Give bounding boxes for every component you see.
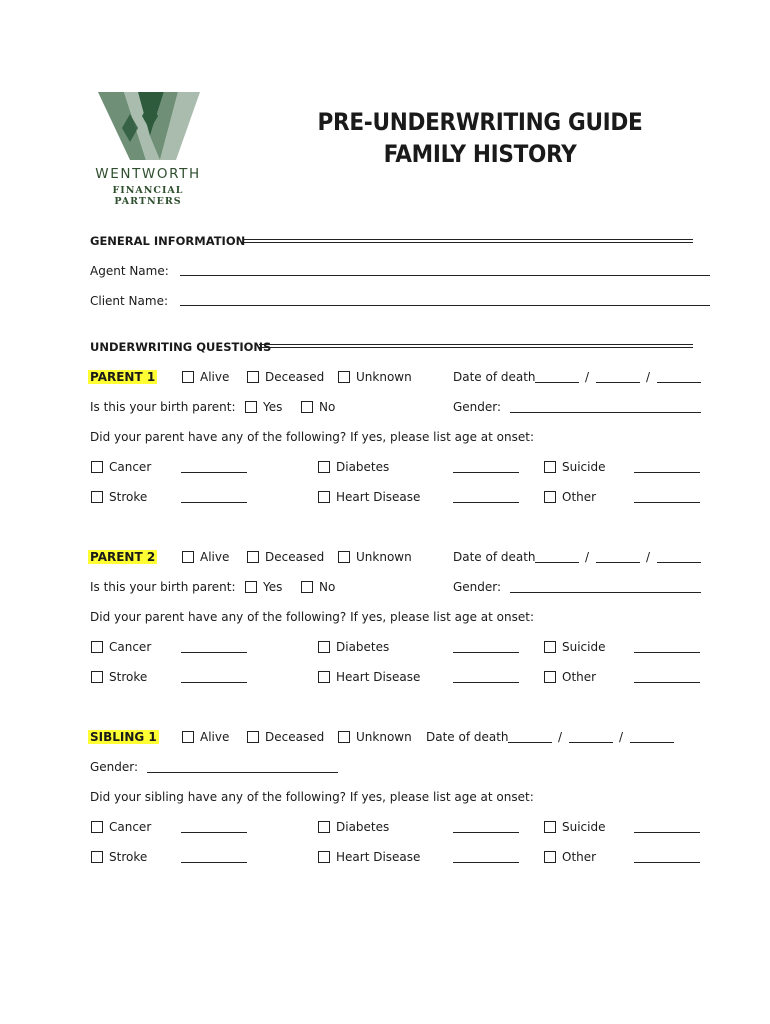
sibling1-alive-label: Alive bbox=[200, 730, 230, 744]
parent1-other-checkbox[interactable] bbox=[544, 491, 556, 503]
parent2-unknown-label: Unknown bbox=[356, 550, 412, 564]
parent2-diabetes-age-field[interactable] bbox=[453, 652, 519, 653]
sibling1-heading: SIBLING 1 bbox=[90, 730, 157, 744]
parent1-conditions-question: Did your parent have any of the following? If yes, please list age at onset: bbox=[90, 430, 534, 444]
sibling1-heart-disease-checkbox[interactable] bbox=[318, 851, 330, 863]
sibling1-suicide-age-field[interactable] bbox=[634, 832, 700, 833]
parent2-diabetes-label: Diabetes bbox=[336, 640, 390, 654]
parent1-no-label: No bbox=[319, 400, 336, 414]
parent2-heart-disease-checkbox[interactable] bbox=[318, 671, 330, 683]
client-name-label: Client Name: bbox=[90, 294, 168, 308]
agent-name-label: Agent Name: bbox=[90, 264, 169, 278]
general-heading-rule bbox=[243, 239, 693, 243]
parent2-birth-parent-label: Is this your birth parent: bbox=[90, 580, 236, 594]
agent-name-field[interactable] bbox=[180, 275, 710, 276]
sibling1-gender-field[interactable] bbox=[147, 772, 338, 773]
parent2-yes-checkbox[interactable] bbox=[245, 581, 257, 593]
parent2-heading: PARENT 2 bbox=[90, 550, 156, 564]
parent2-cancer-label: Cancer bbox=[109, 640, 152, 654]
parent2-gender-field[interactable] bbox=[510, 592, 701, 593]
parent2-other-label: Other bbox=[562, 670, 597, 684]
questions-heading-rule bbox=[259, 344, 693, 348]
parent2-gender-label: Gender: bbox=[453, 580, 502, 594]
parent2-unknown-checkbox[interactable] bbox=[338, 551, 350, 563]
sibling1-unknown-label: Unknown bbox=[356, 730, 412, 744]
parent1-stroke-label: Stroke bbox=[109, 490, 148, 504]
sibling1-conditions-question: Did your sibling have any of the following? If yes, please list age at onset: bbox=[90, 790, 534, 804]
sibling1-suicide-checkbox[interactable] bbox=[544, 821, 556, 833]
parent2-suicide-label: Suicide bbox=[562, 640, 606, 654]
sibling1-diabetes-age-field[interactable] bbox=[453, 832, 519, 833]
parent1-cancer-checkbox[interactable] bbox=[91, 461, 103, 473]
parent1-cancer-label: Cancer bbox=[109, 460, 152, 474]
sibling1-stroke-age-field[interactable] bbox=[181, 862, 247, 863]
sibling1-death-month-field[interactable] bbox=[508, 742, 552, 743]
parent1-unknown-checkbox[interactable] bbox=[338, 371, 350, 383]
parent2-deceased-label: Deceased bbox=[265, 550, 325, 564]
parent1-birth-parent-label: Is this your birth parent: bbox=[90, 400, 236, 414]
page-title-line2: FAMILY HISTORY bbox=[383, 140, 577, 168]
parent2-stroke-checkbox[interactable] bbox=[91, 671, 103, 683]
logo-w-mark-icon bbox=[80, 84, 216, 166]
company-logo bbox=[80, 84, 216, 207]
parent2-suicide-age-field[interactable] bbox=[634, 652, 700, 653]
parent2-cancer-age-field[interactable] bbox=[181, 652, 247, 653]
general-information-heading: GENERAL INFORMATION bbox=[90, 234, 246, 248]
parent1-date-of-death-label: Date of death bbox=[453, 370, 536, 384]
parent2-heart-disease-label: Heart Disease bbox=[336, 670, 421, 684]
date-separator: / bbox=[619, 730, 624, 744]
sibling1-death-year-field[interactable] bbox=[630, 742, 674, 743]
parent2-death-year-field[interactable] bbox=[657, 562, 701, 563]
date-separator: / bbox=[646, 550, 651, 564]
sibling1-other-checkbox[interactable] bbox=[544, 851, 556, 863]
parent2-deceased-checkbox[interactable] bbox=[247, 551, 259, 563]
sibling1-stroke-checkbox[interactable] bbox=[91, 851, 103, 863]
parent2-conditions-question: Did your parent have any of the following? If yes, please list age at onset: bbox=[90, 610, 534, 624]
parent1-death-year-field[interactable] bbox=[657, 382, 701, 383]
sibling1-alive-checkbox[interactable] bbox=[182, 731, 194, 743]
sibling1-deceased-checkbox[interactable] bbox=[247, 731, 259, 743]
date-separator: / bbox=[646, 370, 651, 384]
sibling1-other-age-field[interactable] bbox=[634, 862, 700, 863]
date-separator: / bbox=[585, 370, 590, 384]
parent1-heading: PARENT 1 bbox=[90, 370, 156, 384]
sibling1-heart-disease-age-field[interactable] bbox=[453, 862, 519, 863]
sibling1-date-of-death-label: Date of death bbox=[426, 730, 509, 744]
parent1-heart-disease-age-field[interactable] bbox=[453, 502, 519, 503]
parent2-cancer-checkbox[interactable] bbox=[91, 641, 103, 653]
parent2-death-day-field[interactable] bbox=[596, 562, 640, 563]
parent1-deceased-checkbox[interactable] bbox=[247, 371, 259, 383]
parent1-stroke-checkbox[interactable] bbox=[91, 491, 103, 503]
sibling1-cancer-age-field[interactable] bbox=[181, 832, 247, 833]
parent1-gender-label: Gender: bbox=[453, 400, 502, 414]
parent2-date-of-death-label: Date of death bbox=[453, 550, 536, 564]
parent2-stroke-age-field[interactable] bbox=[181, 682, 247, 683]
parent1-death-month-field[interactable] bbox=[535, 382, 579, 383]
parent1-unknown-label: Unknown bbox=[356, 370, 412, 384]
date-separator: / bbox=[558, 730, 563, 744]
parent2-diabetes-checkbox[interactable] bbox=[318, 641, 330, 653]
parent2-suicide-checkbox[interactable] bbox=[544, 641, 556, 653]
parent1-heart-disease-checkbox[interactable] bbox=[318, 491, 330, 503]
sibling1-cancer-label: Cancer bbox=[109, 820, 152, 834]
parent2-heart-disease-age-field[interactable] bbox=[453, 682, 519, 683]
sibling1-heart-disease-label: Heart Disease bbox=[336, 850, 421, 864]
parent1-deceased-label: Deceased bbox=[265, 370, 325, 384]
parent2-alive-checkbox[interactable] bbox=[182, 551, 194, 563]
sibling1-diabetes-checkbox[interactable] bbox=[318, 821, 330, 833]
parent1-diabetes-checkbox[interactable] bbox=[318, 461, 330, 473]
sibling1-stroke-label: Stroke bbox=[109, 850, 148, 864]
parent1-suicide-age-field[interactable] bbox=[634, 472, 700, 473]
sibling1-death-day-field[interactable] bbox=[569, 742, 613, 743]
parent1-suicide-checkbox[interactable] bbox=[544, 461, 556, 473]
logo-brand-text: WENTWORTH bbox=[95, 166, 201, 182]
page-title-line1: PRE-UNDERWRITING GUIDE bbox=[317, 108, 643, 136]
parent1-alive-checkbox[interactable] bbox=[182, 371, 194, 383]
parent2-alive-label: Alive bbox=[200, 550, 230, 564]
parent1-stroke-age-field[interactable] bbox=[181, 502, 247, 503]
parent2-death-month-field[interactable] bbox=[535, 562, 579, 563]
parent2-no-label: No bbox=[319, 580, 336, 594]
parent1-other-age-field[interactable] bbox=[634, 502, 700, 503]
date-separator: / bbox=[585, 550, 590, 564]
parent1-heart-disease-label: Heart Disease bbox=[336, 490, 421, 504]
parent2-other-checkbox[interactable] bbox=[544, 671, 556, 683]
parent1-suicide-label: Suicide bbox=[562, 460, 606, 474]
parent2-stroke-label: Stroke bbox=[109, 670, 148, 684]
logo-sub-text: FINANCIAL PARTNERS bbox=[112, 185, 184, 207]
client-name-field[interactable] bbox=[180, 305, 710, 306]
parent1-no-checkbox[interactable] bbox=[301, 401, 313, 413]
sibling1-deceased-label: Deceased bbox=[265, 730, 325, 744]
parent1-cancer-age-field[interactable] bbox=[181, 472, 247, 473]
underwriting-questions-heading: UNDERWRITING QUESTIONS bbox=[90, 340, 272, 354]
sibling1-cancer-checkbox[interactable] bbox=[91, 821, 103, 833]
sibling1-other-label: Other bbox=[562, 850, 597, 864]
sibling1-diabetes-label: Diabetes bbox=[336, 820, 390, 834]
parent1-alive-label: Alive bbox=[200, 370, 230, 384]
parent2-no-checkbox[interactable] bbox=[301, 581, 313, 593]
parent1-death-day-field[interactable] bbox=[596, 382, 640, 383]
parent2-other-age-field[interactable] bbox=[634, 682, 700, 683]
parent2-yes-label: Yes bbox=[263, 580, 283, 594]
parent1-gender-field[interactable] bbox=[510, 412, 701, 413]
parent1-diabetes-age-field[interactable] bbox=[453, 472, 519, 473]
parent1-other-label: Other bbox=[562, 490, 597, 504]
sibling1-unknown-checkbox[interactable] bbox=[338, 731, 350, 743]
parent1-diabetes-label: Diabetes bbox=[336, 460, 390, 474]
sibling1-suicide-label: Suicide bbox=[562, 820, 606, 834]
parent1-yes-label: Yes bbox=[263, 400, 283, 414]
parent1-yes-checkbox[interactable] bbox=[245, 401, 257, 413]
sibling1-gender-label: Gender: bbox=[90, 760, 139, 774]
